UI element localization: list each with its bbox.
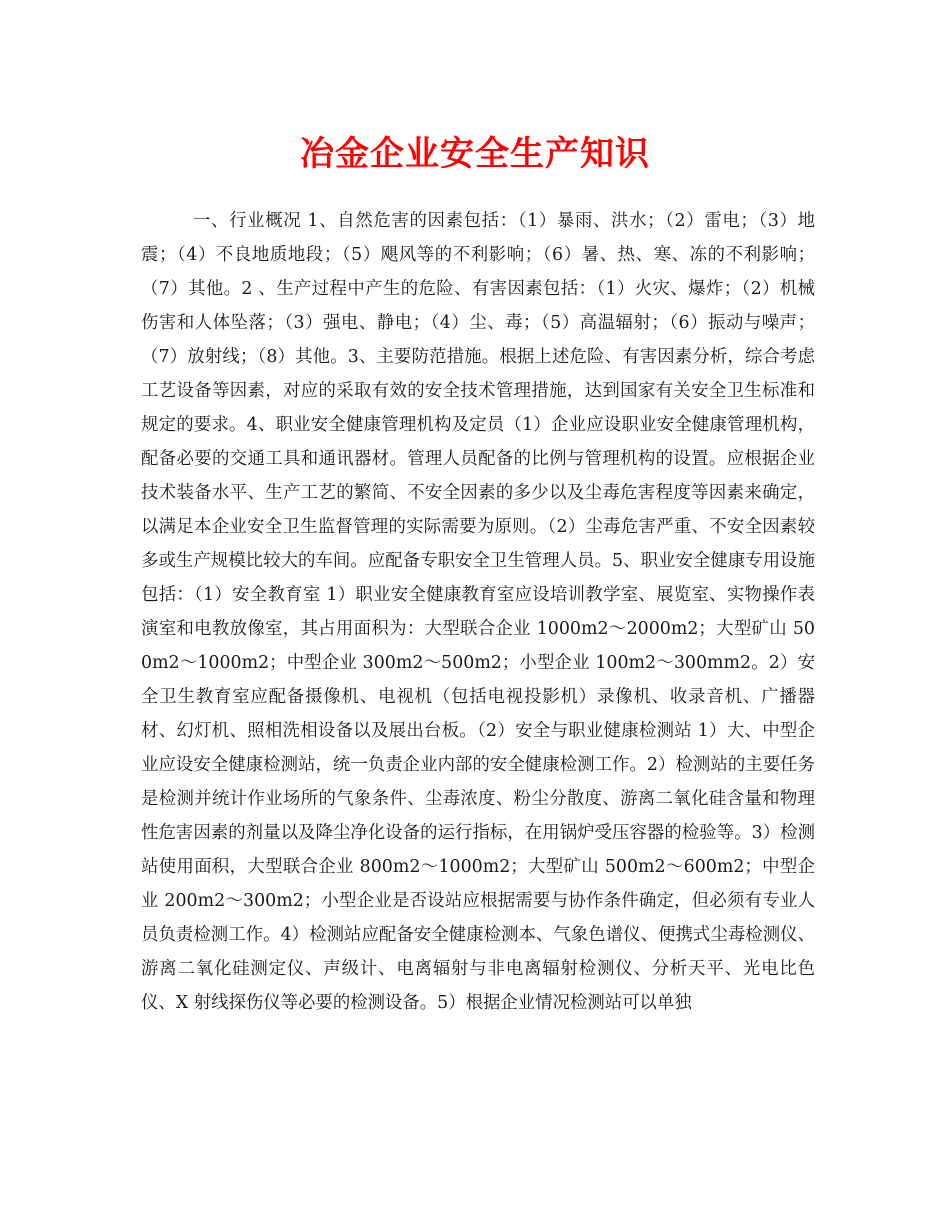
document-title: 冶金企业安全生产知识 [300, 134, 650, 174]
document-body-paragraph: 一、行业概况 1、自然危害的因素包括：（1）暴雨、洪水；（2）雷电；（3）地震；（4）不良地质地段；（5）飓风等的不利影响；（6）暑、热、寒、冻的不利影响；（7）其他。2 、生产过程中产生的危险、有害因素包括：（1）火灾、爆炸；（2）机械伤害和人体坠落；（3）强电、静电；（4）尘、毒；（5）高温辐射；（6）振动与噪声；（7）放射线；（8）其他。3、主要防范措施。根据上述危险、有害因素分析，综合考虑工艺设备等因素，对应的采取有效的安全技术管理措施，达到国家有关安全卫生标准和规定的要求。4、职业安全健康管理机构及定员（1）企业应设职业安全健康管理机构，配备必要的交通工具和通讯器材。管理人员配备的比例与管理机构的设置。应根据企业技术装备水平、生产工艺的繁简、不安全因素的多少以及尘毒危害程度等因素来确定，以满足本企业安全卫生监督管理的实际需要为原则。（2）尘毒危害严重、不安全因素较多或生产规模比较大的车间。应配备专职安全卫生管理人员。5、职业安全健康专用设施包括：（1）安全教育室 1）职业安全健康教育室应设培训教学室、展览室、实物操作表演室和电教放像室，其占用面积为：大型联合企业 1000m2～2000m2；大型矿山 500m2～1000m2；中型企业 300m2～500m2；小型企业 100m2～300mm2。2）安全卫生教育室应配备摄像机、电视机（包括电视投影机）录像机、收录音机、广播器材、幻灯机、照相洗相设备以及展出台板。（2）安全与职业健康检测站 1）大、中型企业应设安全健康检测站，统一负责企业内部的安全健康检测工作。2）检测站的主要任务是检测并统计作业场所的气象条件、尘毒浓度、粉尘分散度、游离二氧化硅含量和物理性危害因素的剂量以及降尘净化设备的运行指标，在用锅炉受压容器的检验等。3）检测站使用面积，大型联合企业 800m2～1000m2；大型矿山 500m2～600m2；中型企业 200m2～300m2；小型企业是否设站应根据需要与协作条件确定，但必须有专业人员负责检测工作。4）检测站应配备安全健康检测本、气象色谱仪、便携式尘毒检测仪、游离二氧化硅测定仪、声级计、电离辐射与非电离辐射检测仪、分析天平、光电比色仪、X 射线探伤仪等必要的检测设备。5）根据企业情况检测站可以单独 [141, 211, 815, 1013]
